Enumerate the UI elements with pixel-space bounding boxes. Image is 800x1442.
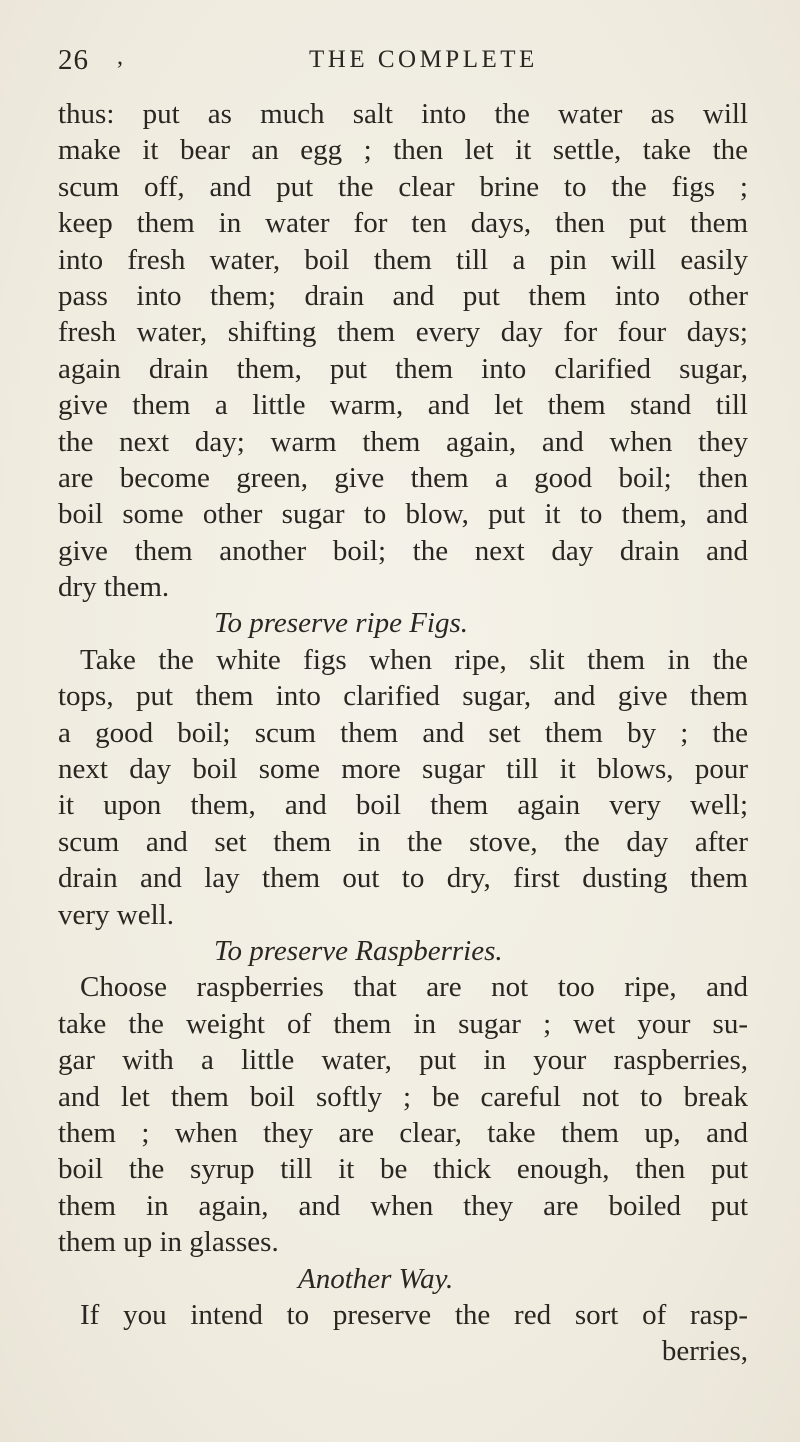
text-line: the next day; warm them again, and when they [58, 425, 748, 458]
text-line: pass into them; drain and put them into other [58, 279, 748, 312]
text-line: a good boil; scum them and set them by ; the [58, 716, 748, 749]
text-line: it upon them, and boil them again very well; [58, 789, 748, 822]
text-line: make it bear an egg ; then let it settle, take the [58, 134, 748, 167]
text-line: take the weight of them in sugar ; wet your su- [58, 1007, 748, 1040]
text-line: dry them. [58, 571, 170, 604]
catchword: berries, [661, 1335, 748, 1368]
text-line: are become green, give them a good boil; then [58, 461, 748, 494]
text-line: them up in glasses. [58, 1226, 279, 1259]
section-heading: Another Way. [298, 1262, 454, 1295]
running-head [58, 44, 758, 84]
text-line: very well. [58, 898, 174, 931]
text-line: scum and set them in the stove, the day after [58, 825, 748, 858]
text-line: drain and lay them out to dry, first dusting them [58, 862, 748, 895]
text-line: next day boil some more sugar till it blows, pour [58, 753, 748, 786]
text-line: and let them boil softly ; be careful not to break [58, 1080, 748, 1113]
text-line: them ; when they are clear, take them up, and [58, 1116, 748, 1149]
text-line: tops, put them into clarified sugar, and give them [58, 680, 748, 713]
running-title: THE COMPLETE [309, 46, 538, 73]
text-line: fresh water, shifting them every day for four days; [58, 316, 748, 349]
page-number: 26 [58, 44, 89, 76]
text-line: again drain them, put them into clarified sugar, [58, 352, 748, 385]
text-line: boil the syrup till it be thick enough, then put [58, 1153, 748, 1186]
text-line: gar with a little water, put in your raspberries, [58, 1044, 748, 1077]
text-line: Take the white figs when ripe, slit them in the [80, 643, 748, 676]
text-line: boil some other sugar to blow, put it to them, and [58, 498, 748, 531]
text-line: them in again, and when they are boiled put [58, 1189, 748, 1222]
section-heading: To preserve Raspberries. [214, 934, 503, 967]
text-line: give them another boil; the next day drain and [58, 534, 748, 567]
body-text [58, 96, 748, 1370]
stray-mark: , [117, 44, 123, 70]
section-heading: To preserve ripe Figs. [214, 607, 469, 640]
text-line: give them a little warm, and let them stand till [58, 389, 748, 422]
text-line: thus: put as much salt into the water as will [58, 98, 748, 130]
text-line: into fresh water, boil them till a pin will easily [58, 243, 748, 276]
text-line: keep them in water for ten days, then put them [58, 207, 748, 240]
text-line: scum off, and put the clear brine to the figs ; [58, 170, 748, 203]
text-line: If you intend to preserve the red sort of rasp- [80, 1298, 748, 1331]
text-line: Choose raspberries that are not too ripe, and [80, 971, 748, 1004]
